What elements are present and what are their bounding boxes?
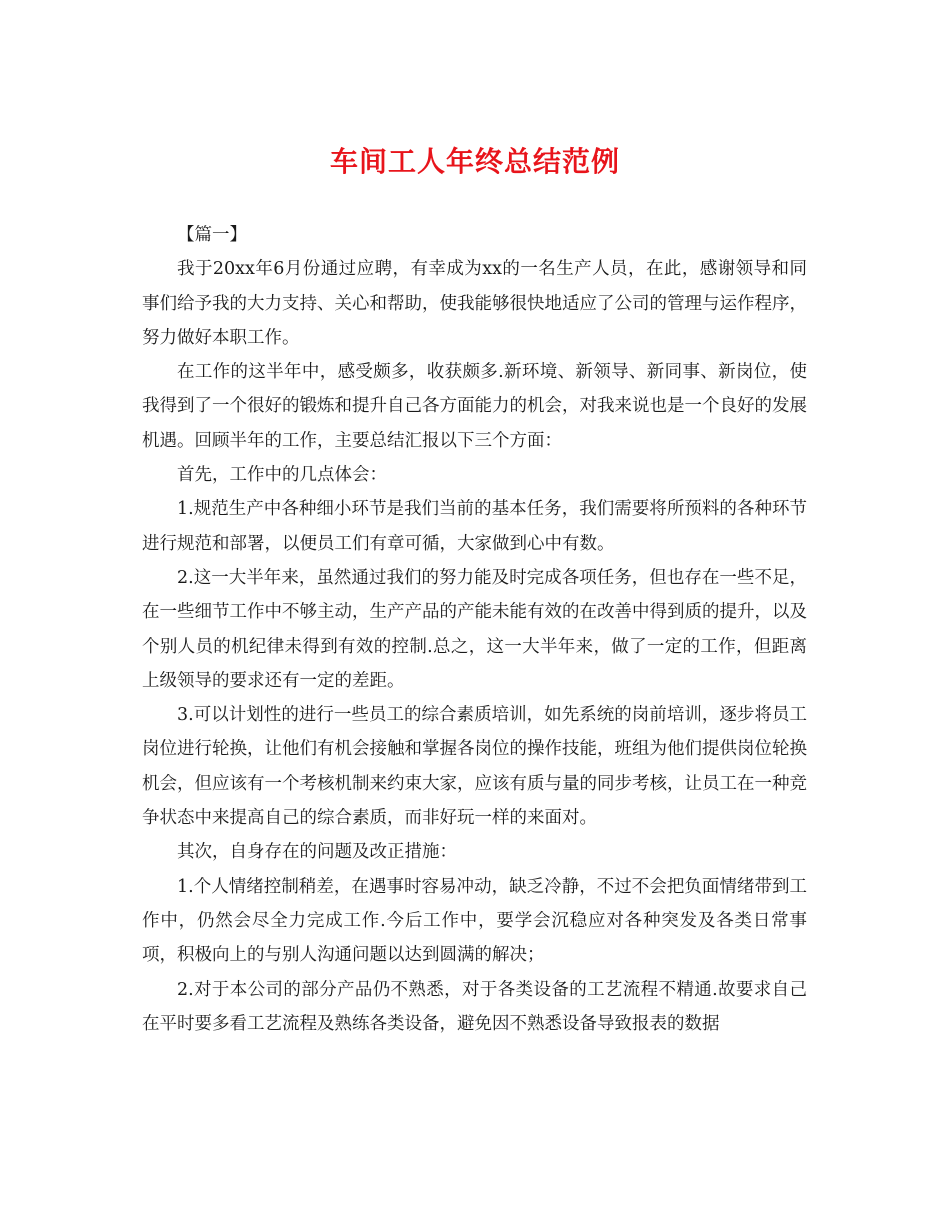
paragraph: 首先，工作中的几点体会：	[177, 465, 387, 486]
document-title: 车间工人年终总结范例	[329, 145, 620, 178]
paragraph: 2.对于本公司的部分产品仍不熟悉，对于各类设备的工艺流程不精通.故要求自己在平时要多看工艺流程及熟练各类设备，避免因不熟悉设备导致报表的数据	[142, 979, 807, 1034]
paragraph: 1.规范生产中各种细小环节是我们当前的基本任务，我们需要将所预料的各种环节进行规范和部署，以便员工们有章可循，大家做到心中有数。	[142, 499, 807, 554]
paragraph: 其次，自身存在的问题及改正措施：	[177, 842, 457, 863]
paragraph: 在工作的这半年中，感受颇多，收获颇多.新环境、新领导、新同事、新岗位，使我得到了一个很好的锻炼和提升自己各方面能力的机会，对我来说也是一个良好的发展机遇。回顾半年的工作，主要总结汇报以下三个方面：	[142, 362, 807, 451]
paragraph: 我于20xx年6月份通过应聘，有幸成为xx的一名生产人员，在此，感谢领导和同事们给予我的大力支持、关心和帮助，使我能够很快地适应了公司的管理与运作程序，努力做好本职工作。	[142, 259, 807, 348]
paragraph: 2.这一大半年来，虽然通过我们的努力能及时完成各项任务，但也存在一些不足，在一些细节工作中不够主动，生产产品的产能未能有效的在改善中得到质的提升，以及个别人员的机纪律未得到有效的控制.总之，这一大半年来，做了一定的工作，但距离上级领导的要求还有一定的差距。	[142, 567, 807, 691]
section-heading: 【篇一】	[177, 225, 247, 245]
paragraph: 1.个人情绪控制稍差，在遇事时容易冲动，缺乏冷静，不过不会把负面情绪带到工作中，仍然会尽全力完成工作.今后工作中，要学会沉稳应对各种突发及各类日常事项，积极向上的与别人沟通问题以达到圆满的解决；	[142, 876, 807, 966]
document-body	[142, 218, 807, 1041]
paragraph: 3.可以计划性的进行一些员工的综合素质培训，如先系统的岗前培训，逐步将员工岗位进行轮换，让他们有机会接触和掌握各岗位的操作技能，班组为他们提供岗位轮换机会，但应该有一个考核机制来约束大家，应该有质与量的同步考核，让员工在一种竞争状态中来提高自己的综合素质，而非好玩一样的来面对。	[142, 705, 807, 829]
